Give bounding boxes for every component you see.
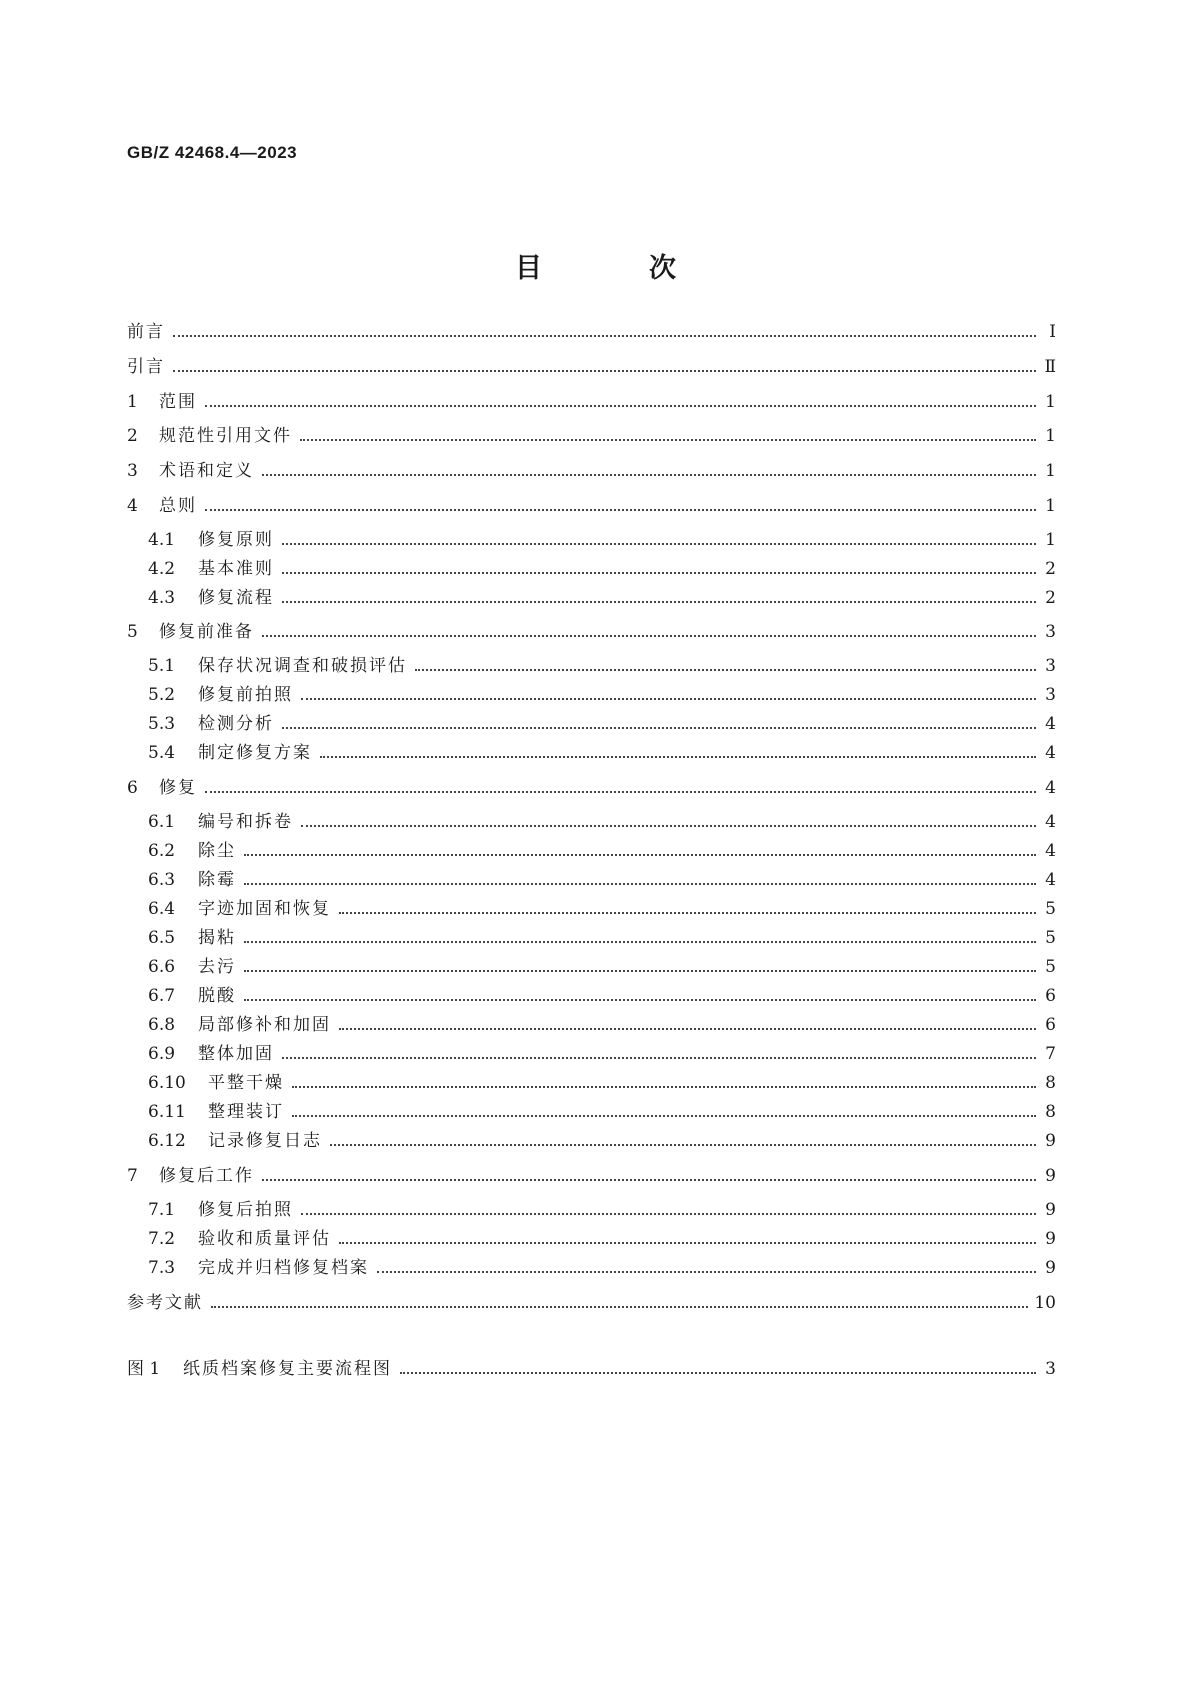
toc-entry-label: 整理装订 xyxy=(208,1102,284,1122)
toc-entry-page: 1 xyxy=(1045,530,1056,550)
toc-dot-leader xyxy=(400,1371,1036,1374)
toc-entry-page: 5 xyxy=(1045,928,1056,948)
toc-dot-leader xyxy=(301,1212,1036,1215)
toc-entry-number: 6.6 xyxy=(148,957,176,977)
toc-dot-leader xyxy=(205,508,1036,511)
toc-entry[interactable] xyxy=(148,1129,1056,1153)
toc-dot-leader xyxy=(330,1143,1036,1146)
toc-dot-leader xyxy=(244,940,1036,943)
toc-entry-number: 6 xyxy=(127,778,138,798)
toc-entry-label: 局部修补和加固 xyxy=(198,1015,331,1035)
toc-entry-page: 2 xyxy=(1045,588,1056,608)
toc-entry-page: 6 xyxy=(1045,986,1056,1006)
toc-entry[interactable] xyxy=(148,741,1056,765)
toc-entry-label: 记录修复日志 xyxy=(208,1131,322,1151)
toc-entry-number: 4.2 xyxy=(148,559,176,579)
toc-dot-leader xyxy=(320,755,1036,758)
toc-entry-page: 4 xyxy=(1045,714,1056,734)
toc-entry-page: 5 xyxy=(1045,899,1056,919)
toc-entry[interactable] xyxy=(127,776,1056,800)
toc-entry-label: 字迹加固和恢复 xyxy=(198,899,331,919)
toc-entry[interactable] xyxy=(127,1291,1056,1315)
toc-entry-label: 参考文献 xyxy=(127,1293,203,1313)
toc-entry-page: 9 xyxy=(1045,1131,1056,1151)
toc-entry[interactable] xyxy=(148,1013,1056,1037)
toc-entry-label: 除尘 xyxy=(198,841,236,861)
toc-entry[interactable] xyxy=(148,1227,1056,1251)
toc-entry-number: 7.1 xyxy=(148,1200,176,1220)
toc-entry-label: 编号和拆卷 xyxy=(198,812,293,832)
toc-entry-label: 修复原则 xyxy=(198,530,274,550)
toc-entry-label: 修复后工作 xyxy=(159,1166,254,1186)
toc-entry-page: 1 xyxy=(1045,461,1056,481)
toc-entry-label: 修复流程 xyxy=(198,588,274,608)
toc-entry-page: 1 xyxy=(1045,426,1056,446)
toc-entry-page: 9 xyxy=(1045,1229,1056,1249)
toc-entry-label: 完成并归档修复档案 xyxy=(198,1258,369,1278)
toc-entry-number: 6.3 xyxy=(148,870,176,890)
toc-entry-label: 术语和定义 xyxy=(159,461,254,481)
toc-entry-page: 9 xyxy=(1045,1258,1056,1278)
toc-entry[interactable] xyxy=(148,586,1056,610)
toc-entry[interactable] xyxy=(127,459,1056,483)
toc-entry[interactable] xyxy=(127,620,1056,644)
toc-entry-number: 6.12 xyxy=(148,1131,186,1151)
toc-entry-number: 6.11 xyxy=(148,1102,186,1122)
toc-dot-leader xyxy=(262,634,1036,637)
toc-entry[interactable] xyxy=(127,320,1056,344)
toc-entry-label: 前言 xyxy=(127,322,165,342)
toc-entry-page: 10 xyxy=(1034,1293,1056,1313)
toc-entry-number: 6.2 xyxy=(148,841,176,861)
toc-dot-leader xyxy=(282,1056,1036,1059)
toc-dot-leader xyxy=(301,824,1036,827)
toc-entry-number: 7.2 xyxy=(148,1229,176,1249)
toc-dot-leader xyxy=(262,473,1036,476)
toc-entry[interactable] xyxy=(148,1042,1056,1066)
toc-entry-page: 7 xyxy=(1045,1044,1056,1064)
toc-entry-number: 5.2 xyxy=(148,685,176,705)
toc-dot-leader xyxy=(339,1027,1036,1030)
toc-entry-page: 9 xyxy=(1045,1200,1056,1220)
toc-dot-leader xyxy=(244,969,1036,972)
toc-entry[interactable] xyxy=(127,355,1056,379)
toc-entry-number: 5.3 xyxy=(148,714,176,734)
toc-entry-label: 制定修复方案 xyxy=(198,743,312,763)
toc-dot-leader xyxy=(244,998,1036,1001)
toc-entry-page: 5 xyxy=(1045,957,1056,977)
toc-entry-label: 修复 xyxy=(159,778,197,798)
toc-entry-page: 4 xyxy=(1045,812,1056,832)
toc-entry-number: 4.3 xyxy=(148,588,176,608)
toc-entry-number: 7 xyxy=(127,1166,138,1186)
toc-entry[interactable] xyxy=(148,557,1056,581)
toc-entry-page: 2 xyxy=(1045,559,1056,579)
toc-entry-number: 4 xyxy=(127,496,138,516)
toc-entry-label: 范围 xyxy=(159,392,197,412)
toc-entry[interactable] xyxy=(148,839,1056,863)
toc-entry-number: 6.4 xyxy=(148,899,176,919)
toc-dot-leader xyxy=(301,697,1036,700)
toc-entry-label: 平整干燥 xyxy=(208,1073,284,1093)
toc-entry-number: 5.4 xyxy=(148,743,176,763)
toc-entry-label: 修复前准备 xyxy=(159,622,254,642)
toc-entry-number: 4.1 xyxy=(148,530,176,550)
toc-entry-page: 3 xyxy=(1045,1359,1056,1379)
toc-entry-page: 3 xyxy=(1045,656,1056,676)
toc-entry[interactable] xyxy=(148,683,1056,707)
toc-entry-label: 纸质档案修复主要流程图 xyxy=(183,1359,392,1379)
toc-entry-number: 3 xyxy=(127,461,138,481)
toc-dot-leader xyxy=(339,1241,1036,1244)
toc-entry[interactable] xyxy=(127,1164,1056,1188)
toc-dot-leader xyxy=(205,404,1036,407)
toc-dot-leader xyxy=(244,853,1036,856)
toc-entry[interactable] xyxy=(148,712,1056,736)
toc-entry[interactable] xyxy=(127,494,1056,518)
toc-entry-page: 6 xyxy=(1045,1015,1056,1035)
toc-entry-number: 5.1 xyxy=(148,656,176,676)
toc-entry[interactable] xyxy=(148,868,1056,892)
toc-entry-page: 4 xyxy=(1045,778,1056,798)
toc-entry-page: 4 xyxy=(1045,870,1056,890)
toc-entry-number: 6.10 xyxy=(148,1073,186,1093)
toc-entry-number: 6.8 xyxy=(148,1015,176,1035)
toc-entry-page: 1 xyxy=(1045,496,1056,516)
toc-entry[interactable] xyxy=(148,1198,1056,1222)
toc-entry-page: 9 xyxy=(1045,1166,1056,1186)
toc-entry-number: 6.9 xyxy=(148,1044,176,1064)
toc-entry-label: 总则 xyxy=(159,496,197,516)
toc-entry-label: 检测分析 xyxy=(198,714,274,734)
toc-entry[interactable] xyxy=(148,1071,1056,1095)
toc-entry[interactable] xyxy=(148,810,1056,834)
toc-dot-leader xyxy=(211,1305,1028,1308)
toc-entry[interactable] xyxy=(127,1357,1056,1381)
toc-dot-leader xyxy=(282,726,1036,729)
toc-entry-page: 3 xyxy=(1045,622,1056,642)
toc-entry[interactable] xyxy=(148,897,1056,921)
toc-entry-label: 修复后拍照 xyxy=(198,1200,293,1220)
toc-entry-label: 整体加固 xyxy=(198,1044,274,1064)
toc-dot-leader xyxy=(415,668,1036,671)
toc-entry-label: 引言 xyxy=(127,357,165,377)
toc-entry-page: 8 xyxy=(1045,1102,1056,1122)
toc-dot-leader xyxy=(282,542,1036,545)
toc-entry-number: 6.1 xyxy=(148,812,176,832)
toc-entry-page: 8 xyxy=(1045,1073,1056,1093)
toc-entry-number: 5 xyxy=(127,622,138,642)
toc-entry-page: 1 xyxy=(1045,392,1056,412)
toc-entry[interactable] xyxy=(148,654,1056,678)
toc-dot-leader xyxy=(173,369,1036,372)
toc-entry-label: 基本准则 xyxy=(198,559,274,579)
toc-entry[interactable] xyxy=(148,528,1056,552)
toc-entry-number: 6.7 xyxy=(148,986,176,1006)
toc-entry-label: 除霉 xyxy=(198,870,236,890)
toc-title: 目 次 xyxy=(515,253,716,284)
document-code: GB/Z 42468.4—2023 xyxy=(127,143,298,162)
toc-entry-label: 保存状况调查和破损评估 xyxy=(198,656,407,676)
toc-entry[interactable] xyxy=(148,955,1056,979)
toc-dot-leader xyxy=(262,1178,1036,1181)
toc-entry-page: Ⅰ xyxy=(1049,322,1056,342)
toc-entry-number: 7.3 xyxy=(148,1258,176,1278)
toc-dot-leader xyxy=(377,1270,1036,1273)
toc-entry-page: 3 xyxy=(1045,685,1056,705)
toc-entry-label: 去污 xyxy=(198,957,236,977)
toc-dot-leader xyxy=(205,790,1036,793)
toc-dot-leader xyxy=(244,882,1036,885)
toc-dot-leader xyxy=(282,571,1036,574)
toc-entry[interactable] xyxy=(127,424,1056,448)
toc-entry-number: 图 1 xyxy=(127,1359,161,1379)
toc-entry[interactable] xyxy=(148,926,1056,950)
toc-entry-label: 规范性引用文件 xyxy=(159,426,292,446)
toc-entry-label: 验收和质量评估 xyxy=(198,1229,331,1249)
toc-entry-page: 4 xyxy=(1045,743,1056,763)
toc-dot-leader xyxy=(300,438,1036,441)
toc-entry-page: Ⅱ xyxy=(1044,357,1056,377)
toc-dot-leader xyxy=(292,1085,1036,1088)
toc-dot-leader xyxy=(282,600,1036,603)
toc-entry[interactable] xyxy=(127,390,1056,414)
toc-dot-leader xyxy=(292,1114,1036,1117)
toc-dot-leader xyxy=(339,911,1036,914)
toc-dot-leader xyxy=(173,334,1036,337)
toc-entry[interactable] xyxy=(148,1256,1056,1280)
toc-entry-label: 脱酸 xyxy=(198,986,236,1006)
toc-entry-number: 1 xyxy=(127,392,138,412)
toc-entry-number: 6.5 xyxy=(148,928,176,948)
toc-entry-page: 4 xyxy=(1045,841,1056,861)
toc-entry[interactable] xyxy=(148,984,1056,1008)
toc-entry-label: 揭粘 xyxy=(198,928,236,948)
toc-entry-number: 2 xyxy=(127,426,138,446)
toc-entry[interactable] xyxy=(148,1100,1056,1124)
toc-entry-label: 修复前拍照 xyxy=(198,685,293,705)
